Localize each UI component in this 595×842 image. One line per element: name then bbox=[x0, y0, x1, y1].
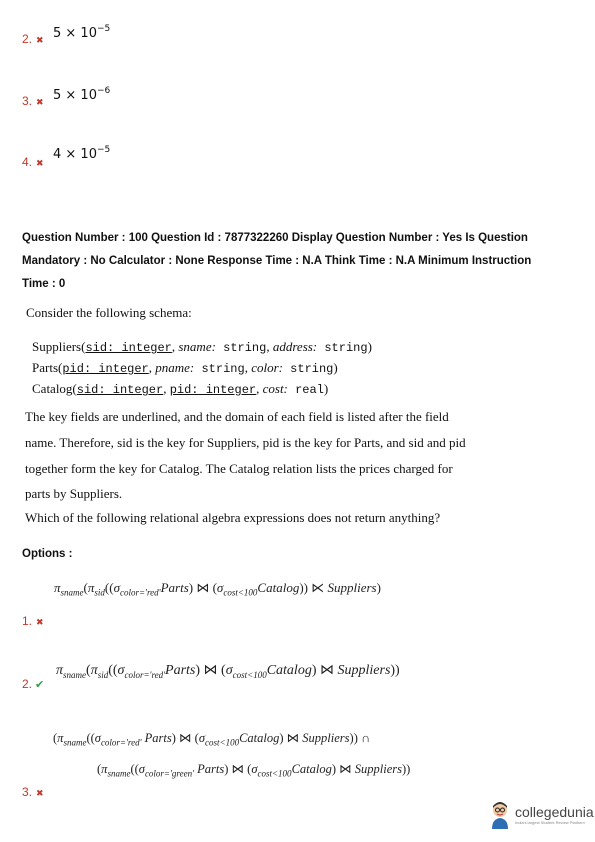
option-3-formula-line2: ($\pi_{sname}((\sigma_{color='green'}$ Parts) ⋈ $(\sigma_{cost<100}Catalog)$ ⋈ Suppliers)) bbox=[97, 762, 411, 779]
question-paragraph: The key fields are underlined, and the domain of each field is listed after the field name. Therefore, sid is the key for Suppliers, pid is the key for Parts, and sid and pid together form the key for Catalog. The Catalog relation lists the prices charged for parts by Suppliers. Which of the following relational algebra expressions does not return anything? bbox=[25, 404, 585, 530]
correct-check-icon: ✔ bbox=[35, 678, 45, 691]
schema-suppliers: Suppliers(sid: integer, sname: string, address: string) bbox=[32, 339, 372, 355]
wrong-mark-icon: ✖ bbox=[36, 789, 44, 799]
logo-tagline: India's largest Student Review Platform bbox=[515, 820, 585, 825]
answer-option-2[interactable] bbox=[22, 673, 44, 692]
options-label: Options : bbox=[22, 548, 73, 560]
option-3-formula-line1: ($\pi_{sname}((\sigma_{color='red'}$ Parts) ⋈ $(\sigma_{cost<100}Catalog)$ ⋈ Suppliers)) ∩ bbox=[53, 731, 371, 748]
wrong-mark-icon: ✖ bbox=[36, 36, 44, 46]
schema-block bbox=[32, 337, 372, 400]
option-number: 4. bbox=[22, 155, 33, 169]
question-text: Which of the following relational algebra expressions does not return anything? bbox=[25, 510, 441, 525]
option-number: 1. bbox=[22, 614, 33, 628]
option-1-formula: $\pi_{sname}(\pi_{sid}((\sigma_{color='red'}Parts)$ ⋈ $(\sigma_{cost<100}Catalog)$) ⋉ Suppliers) bbox=[54, 580, 381, 598]
answer-option-3[interactable] bbox=[22, 781, 44, 800]
option-value: $4 \times 10^{-5}$ bbox=[53, 145, 111, 162]
logo-text: collegedunia bbox=[515, 804, 594, 820]
meta-line: Question Number : 100 Question Id : 7877322260 Display Question Number : Yes Is Question bbox=[22, 232, 528, 244]
wrong-mark-icon: ✖ bbox=[36, 98, 44, 108]
option-row-3 bbox=[22, 90, 44, 109]
answer-option-1[interactable] bbox=[22, 610, 44, 629]
option-2-formula: $\pi_{sname}(\pi_{sid}((\sigma_{color='red'}Parts)$ ⋈ $(\sigma_{cost<100}Catalog)$ ⋈ Suppliers)) bbox=[56, 663, 400, 680]
mascot-icon bbox=[488, 800, 512, 830]
question-meta bbox=[22, 227, 587, 296]
collegedunia-logo bbox=[488, 798, 594, 832]
wrong-mark-icon: ✖ bbox=[36, 618, 44, 628]
wrong-mark-icon: ✖ bbox=[36, 159, 44, 169]
schema-catalog: Catalog(sid: integer, pid: integer, cost: real) bbox=[32, 381, 329, 397]
schema-parts: Parts(pid: integer, pname: string, color: string) bbox=[32, 360, 338, 376]
option-value: $5 \times 10^{-5}$ bbox=[53, 24, 111, 41]
option-value: $5 \times 10^{-6}$ bbox=[53, 86, 111, 103]
option-row-2 bbox=[22, 28, 44, 47]
option-number: 2. bbox=[22, 32, 33, 46]
question-intro: Consider the following schema: bbox=[26, 305, 192, 320]
meta-line: Mandatory : No Calculator : None Response Time : N.A Think Time : N.A Minimum Instruction bbox=[22, 255, 532, 267]
meta-line: Time : 0 bbox=[22, 278, 66, 290]
option-number: 3. bbox=[22, 785, 33, 799]
option-number: 3. bbox=[22, 94, 33, 108]
option-number: 2. bbox=[22, 677, 33, 691]
option-row-4 bbox=[22, 151, 44, 170]
